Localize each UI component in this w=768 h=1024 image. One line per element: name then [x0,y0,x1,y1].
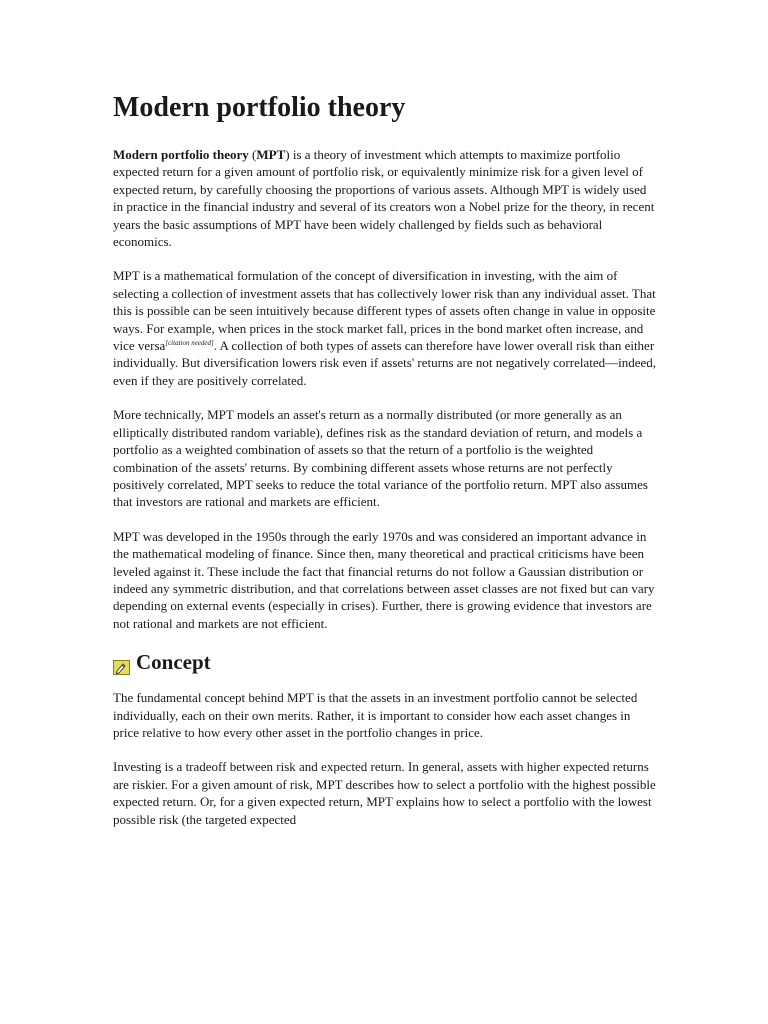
intro-paragraph [113,146,658,250]
paren-open: ( [248,147,257,162]
edit-icon[interactable] [113,655,130,670]
intro-text: ) is a theory of investment which attempts to maximize portfolio expected return for a given amount of portfolio risk, or equivalently minimize risk for a given level of expected return, by carefully choosing the proportions of various assets. Although MPT is widely used in practice in the financial industry and several of its creators won a Nobel prize for the theory, in recent years the basic assumptions of MPT have been widely challenged by fields such as behavioral economics. [113,147,655,250]
tradeoff-paragraph: Investing is a tradeoff between risk and expected return. In general, assets with higher expected returns are riskier. For a given amount of risk, MPT describes how to select a portfolio with the highest possible expected return. Or, for a given expected return, MPT explains how to select a portfolio with the lowest possible risk (the targeted expected [113,759,656,827]
term-bold: Modern portfolio theory [113,147,249,162]
article [113,86,658,845]
abbr-bold: MPT [256,147,286,162]
section-heading-concept [113,649,658,675]
page-title: Modern portfolio theory [113,92,406,123]
section-heading-label: Concept [136,650,211,675]
technical-paragraph: More technically, MPT models an asset's return as a normally distributed (or more generally as an elliptically distributed random variable), defines risk as the standard deviation of return, and models a portfolio as a weighted combination of assets so that the return of a portfolio is the weighted combination of the assets' returns. By combining different assets whose returns are not perfectly positively correlated, MPT seeks to reduce the total variance of the portfolio return. MPT also assumes that investors are rational and markets are efficient. [113,407,648,510]
diversification-text-after: . A collection of both types of assets can therefore have lower overall risk than either individually. But diversification lowers risk even if assets' returns are not negatively correlated—indeed, even if they are positively correlated. [113,338,657,388]
diversification-paragraph [113,267,658,389]
concept-paragraph: The fundamental concept behind MPT is that the assets in an investment portfolio cannot be selected individually, each on their own merits. Rather, it is important to consider how each asset changes in price relative to how every other asset in the portfolio changes in price. [113,690,638,740]
citation-needed-link[interactable]: [citation needed] [165,339,214,348]
history-paragraph: MPT was developed in the 1950s through the early 1970s and was considered an important advance in the mathematical modeling of finance. Since then, many theoretical and practical criticisms have been leveled against it. These include the fact that financial returns do not follow a Gaussian distribution or indeed any symmetric distribution, and that correlations between asset classes are not fixed but can vary depending on external events (especially in crises). Further, there is growing evidence that investors are not rational and markets are not efficient. [113,528,655,631]
diversification-text-before: MPT is a mathematical formulation of the concept of diversification in investing, with the aim of selecting a collection of investment assets that has collectively lower risk than any individual asset. That this is possible can be seen intuitively because different types of assets often change in value in opposite ways. For example, when prices in the stock market fall, prices in the bond market often increase, and vice versa [113,268,656,354]
